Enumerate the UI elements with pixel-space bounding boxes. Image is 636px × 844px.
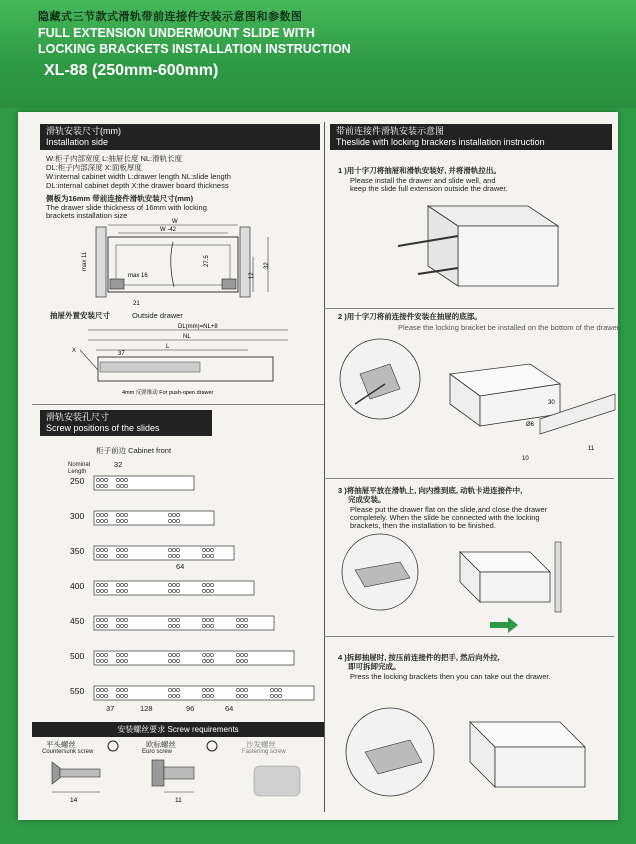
cabinet-front-label: 柜子前边 Cabinet front [96, 446, 172, 455]
screw-3-en: Fastening screw [242, 749, 286, 755]
step3-diagram [330, 532, 615, 632]
drawer-note-cn: 侧板为16mm 带前连接件滑轨安装尺寸(mm) [46, 194, 194, 203]
slide-rail-500 [94, 649, 334, 669]
screw-2-cn: 欧标螺丝 [146, 740, 176, 749]
step2-dim-30: 30 [548, 400, 555, 406]
dim-l: L [166, 344, 170, 350]
slide-rail-250 [94, 474, 334, 494]
slide-rail-400 [94, 579, 334, 599]
installation-side-diagram [82, 217, 288, 307]
step4-diagram [330, 692, 615, 812]
header-en-title-1: FULL EXTENSION UNDERMOUNT SLIDE WITH [38, 26, 315, 40]
bottom-dim-128: 128 [140, 704, 153, 713]
header-en-title-2: LOCKING BRACKETS INSTALLATION INSTRUCTION [38, 42, 351, 56]
outside-drawer-cn: 抽屉外置安装尺寸 [50, 311, 110, 320]
step1-en-2: keep the slide full extension outside the drawer. [350, 184, 508, 193]
screw-2-en: Euro screw [142, 749, 173, 755]
screw-1-len: 14 [70, 797, 78, 804]
step3-en-3: brackets, then the installation to be finished. [350, 521, 496, 530]
dim-dl: DL(mm)=NL+8 [178, 324, 218, 330]
screw-3-cn: 沙发螺丝 [246, 740, 276, 749]
model-number: XL-88 (250mm-600mm) [44, 62, 219, 79]
step1-cn: 1 )用十字刀将抽屉和滑轨安装好, 并将滑轨拉出。 [338, 166, 501, 175]
slide-length-550: 550 [70, 686, 85, 696]
screw-1-cn: 平头螺丝 [46, 740, 76, 749]
step2-dim-11: 11 [588, 446, 595, 452]
header-banner [0, 0, 636, 108]
screw-2-select [207, 741, 217, 751]
step1-en-1: Please install the drawer and slide well, and [350, 176, 496, 185]
slide-length-500: 500 [70, 651, 85, 661]
dim-max11: max 11 [82, 251, 88, 271]
step4-cn-1: 4 )拆卸抽屉时, 按压前连接件的把手, 然后向外拉, [338, 653, 500, 662]
slide-length-450: 450 [70, 616, 85, 626]
slide-length-250: 250 [70, 476, 85, 486]
screw-1-en: Countersunk screw [42, 749, 94, 755]
dim-x: X [72, 348, 77, 354]
outside-drawer-diagram [72, 322, 318, 402]
push-open-note: 4mm 反弹推动 For push-open drawer [122, 390, 214, 396]
screw-drawings [38, 752, 318, 810]
step-divider-1 [324, 308, 614, 309]
nominal-length-label: Nominal Length [68, 462, 91, 475]
legend-line-3: W:internal cabinet width L:drawer length NL:slide length [46, 172, 231, 181]
screw-positions-cn: 滑轨安装孔尺寸 [46, 412, 110, 422]
step3-cn-2: 完成安装。 [348, 495, 386, 504]
bottom-dim-64: 64 [225, 704, 234, 713]
screw-2-len: 11 [175, 797, 182, 804]
dim-27-5: 27.5 [204, 255, 210, 267]
mid-dim-64: 64 [176, 562, 185, 571]
legend-line-1: W:柜子内部宽度 L:抽屉长度 NL:滑轨长度 [46, 154, 183, 163]
step2-cn: 2 )用十字刀将前连接件安装在抽屉的底部。 [338, 312, 482, 321]
step3-en-1: Please put the drawer flat on the slide,and close the drawer [350, 505, 548, 514]
outside-drawer-en: Outside drawer [132, 311, 183, 320]
drawer-note-en-2: brackets installation size [46, 211, 128, 220]
installation-side-bar [40, 124, 320, 150]
installation-side-cn: 滑轨安装尺寸(mm) [46, 126, 121, 136]
top-dim-32: 32 [114, 460, 123, 469]
slide-rail-350 [94, 544, 334, 564]
screw-req-bar: 安装螺丝要求 Screw requirements [32, 722, 324, 737]
step-divider-3 [324, 636, 614, 637]
step4-cn-2: 即可拆卸完成。 [348, 662, 401, 671]
step3-en-2: completely. When the slide be connected with the locking [350, 513, 540, 522]
dim-max16: max 16 [128, 273, 148, 279]
slide-rail-450 [94, 614, 334, 634]
slide-rail-300 [94, 509, 334, 529]
bottom-dim-37: 37 [106, 704, 115, 713]
dim-12: 12 [249, 272, 255, 279]
step3-cn-1: 3 )将抽屉平放在滑轨上, 向内推到底, 动轨卡进连接件中, [338, 486, 523, 495]
step4-en: Press the locking brackets then you can take out the drawer. [350, 672, 551, 681]
step-divider-2 [324, 478, 614, 479]
instruction-bar [330, 124, 612, 150]
screw-positions-en: Screw positions of the slides [46, 423, 160, 433]
screw-positions-bar [40, 410, 212, 436]
column-divider [324, 122, 325, 812]
screw-1-select [108, 741, 118, 751]
step2-en: Please the locking bracket be installed on the bottom of the drawer. [398, 323, 622, 332]
dim-w: W [172, 219, 178, 225]
instruction-sheet [18, 112, 622, 820]
dim-w-42: W -42 [160, 227, 177, 233]
legend-line-2: DL:柜子内部深度 X:面板厚度 [46, 163, 142, 172]
drawer-note-en-1: The drawer slide thickness of 16mm with locking [46, 203, 207, 212]
legend-line-4: DL:internal cabinet depth X:the drawer board thickness [46, 181, 229, 190]
header-cn-title: 隐藏式三节款式滑轨带前连接件安装示意图和参数图 [38, 10, 303, 23]
slide-rail-550 [94, 684, 334, 704]
step2-diagram [330, 334, 615, 474]
step1-diagram [398, 196, 578, 296]
step2-dim-10: 10 [522, 456, 529, 462]
slide-length-300: 300 [70, 511, 85, 521]
dim-21: 21 [133, 301, 140, 307]
installation-side-en: Installation side [46, 137, 109, 147]
instruction-bar-en: Theslide with locking brackers installation instruction [336, 137, 545, 147]
dim-32: 32 [264, 262, 270, 269]
section-divider [32, 404, 324, 405]
slide-length-400: 400 [70, 581, 85, 591]
slide-length-350: 350 [70, 546, 85, 556]
instruction-bar-cn: 带前连接件滑轨安装示意图 [336, 126, 445, 136]
dim-37: 37 [118, 351, 125, 357]
bottom-dim-96: 96 [186, 704, 195, 713]
dim-nl: NL [183, 334, 191, 340]
step2-dim-phi6: Ø6 [526, 422, 535, 428]
